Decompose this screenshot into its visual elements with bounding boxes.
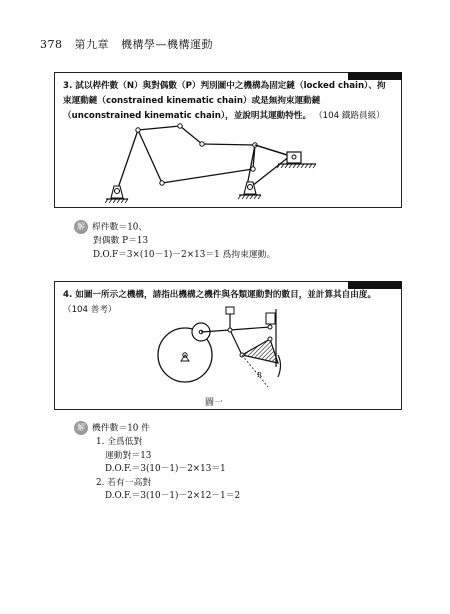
- answer-line: 2. 若有一高對: [96, 477, 152, 488]
- question-text: 試以桿件數（N）與對偶數（P）判別圖中之機構為固定鏈（locked chain）、拘束運動鏈（constrained kinematic chain）或是無拘束運動鏈（unconstrained kinematic chain），並說明其運動特性。: [63, 81, 386, 121]
- pin-joint: [178, 124, 182, 128]
- answer-line: 對偶數 P＝13: [93, 236, 149, 246]
- link: [230, 330, 242, 355]
- pin-joint: [136, 128, 140, 132]
- link: [162, 169, 253, 183]
- answer-3: [74, 220, 275, 262]
- solution-badge: 解: [74, 220, 88, 234]
- mechanism-figure: [150, 305, 300, 395]
- answer-4: [74, 421, 240, 504]
- question-source: （104 鐵路員級）: [314, 111, 385, 121]
- ground-support-left: [105, 186, 128, 203]
- solution-badge: 解: [74, 421, 88, 435]
- pin-joint: [200, 142, 204, 146]
- answer-line: 運動對＝13: [105, 450, 152, 461]
- link: [252, 156, 290, 186]
- answer-line: 解 機件數＝10 件: [74, 421, 240, 436]
- answer-line: D.O.F.＝3(10－1)－2×13＝1: [105, 464, 226, 474]
- figure-caption: 圖一: [205, 398, 224, 408]
- link: [117, 130, 138, 191]
- linkage-figure: [54, 72, 402, 208]
- chapter-title: 機構學—機構運動: [121, 38, 213, 51]
- chapter-label: 第九章: [74, 38, 109, 51]
- box-corner-bar: [348, 281, 402, 289]
- ground-support-right: [238, 182, 261, 199]
- radius-label: R: [257, 371, 262, 379]
- pin-joint: [160, 181, 164, 185]
- cam-surface: [278, 355, 281, 377]
- link: [138, 130, 162, 183]
- answer-line: 解 桿件數＝10、: [74, 220, 275, 235]
- answer-line: 1. 全爲低對: [96, 437, 143, 447]
- link: [202, 144, 255, 145]
- ternary-link: [242, 339, 278, 363]
- answer-line: D.O.F＝3×(10－1)－2×13＝1 爲拘束運動。: [93, 249, 276, 260]
- question-number: 4.: [63, 290, 73, 300]
- slider-block: [255, 145, 316, 168]
- question-source: （104 普考）: [63, 305, 117, 315]
- page-header: [40, 36, 213, 52]
- question-number: 3.: [63, 81, 73, 91]
- link: [138, 126, 180, 130]
- question-text: 如圖一所示之機構，請指出機構之機件與各類運動對的數目，並計算其自由度。: [75, 290, 377, 300]
- page-number: 378: [40, 38, 63, 51]
- link: [180, 126, 202, 144]
- answer-line: D.O.F.＝3(10－1)－2×12－1＝2: [105, 491, 241, 501]
- link: [230, 327, 270, 330]
- pin-joint: [251, 167, 255, 171]
